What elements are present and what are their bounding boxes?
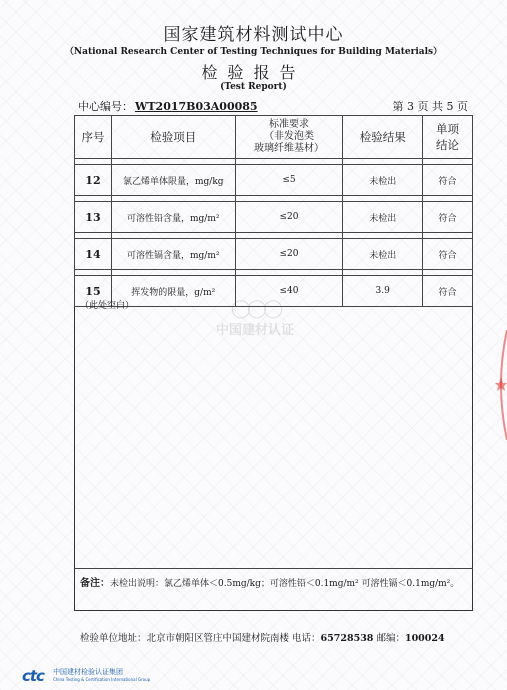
results-table xyxy=(74,115,473,307)
row-item: 氯乙烯单体限量，mg/kg xyxy=(111,165,235,196)
header-standard-line3: 玻璃纤维基材） xyxy=(253,143,324,154)
postcode-label: 邮编： xyxy=(373,633,405,644)
center-title-en: （National Research Center of Testing Techniques for Building Materials） xyxy=(64,47,443,57)
ctc-logo-line2: China Testing & Certification International Group xyxy=(53,676,151,682)
row-result: 未检出 xyxy=(343,239,423,270)
remarks xyxy=(80,574,475,589)
header-judgement-line2: 结论 xyxy=(436,138,460,152)
header-standard xyxy=(235,116,343,159)
row-standard: ≤40 xyxy=(235,276,343,307)
remarks-text: 未检出说明：氯乙烯单体＜0.5mg/kg；可溶性铅＜0.1mg/m² 可溶性镉＜0.1mg/m²。 xyxy=(110,579,460,589)
remarks-label: 备注： xyxy=(80,578,110,589)
center-title-cn: 国家建筑材料测试中心 xyxy=(163,25,344,45)
header-item: 检验项目 xyxy=(111,116,235,159)
center-number-value: WT2017B03A00085 xyxy=(135,100,258,113)
report-title-en: (Test Report) xyxy=(220,82,287,92)
row-result: 未检出 xyxy=(343,165,423,196)
row-item: 可溶性铅含量，mg/m² xyxy=(111,202,235,233)
table-row xyxy=(75,165,473,196)
row-judgement: 符合 xyxy=(423,165,473,196)
row-no: 14 xyxy=(75,239,112,270)
row-no: 12 xyxy=(75,165,112,196)
row-result: 3.9 xyxy=(343,276,423,307)
row-no: 15 xyxy=(75,276,112,307)
certification-watermark xyxy=(200,298,310,348)
row-standard: ≤20 xyxy=(235,239,343,270)
report-title-cn: 检验报告 xyxy=(201,63,306,82)
remarks-divider xyxy=(74,568,473,569)
page-info: 第 3 页 共 5 页 xyxy=(392,100,468,113)
phone-number: 65728538 xyxy=(320,633,374,644)
header-result: 检验结果 xyxy=(343,116,423,159)
address-text: 检验单位地址：北京市朝阳区管庄中国建材院南楼 电话： xyxy=(80,633,321,644)
watermark-text: 中国建材认证 xyxy=(215,323,294,338)
row-item: 可溶性镉含量，mg/m² xyxy=(111,239,235,270)
center-number xyxy=(78,98,258,114)
red-seal-edge-icon xyxy=(493,330,507,440)
row-result: 未检出 xyxy=(343,202,423,233)
blank-note: （此处空白） xyxy=(80,301,135,311)
table-header-row xyxy=(75,116,473,159)
header-standard-line1: 标准要求 xyxy=(268,119,309,130)
row-item: 挥发物的限量，g/m² xyxy=(111,276,235,307)
ctc-logo-text xyxy=(53,668,150,684)
center-number-label: 中心编号： xyxy=(78,100,133,113)
postcode-value: 100024 xyxy=(404,633,445,644)
row-standard: ≤20 xyxy=(235,202,343,233)
header-judgement-line1: 单项 xyxy=(436,122,460,136)
table-row xyxy=(75,239,473,270)
header-no: 序号 xyxy=(75,116,112,159)
ctc-logo-mark: ctc xyxy=(22,666,44,685)
ctc-logo xyxy=(22,665,151,685)
header-judgement xyxy=(423,116,473,159)
row-judgement: 符合 xyxy=(423,202,473,233)
footer-address xyxy=(80,630,445,644)
row-no: 13 xyxy=(75,202,112,233)
header-standard-line2: （非发泡类 xyxy=(263,131,314,142)
watermark-rings-icon: ◯◯◯ xyxy=(230,298,280,319)
ctc-logo-line1: 中国建材检验认证集团 xyxy=(53,667,124,676)
row-judgement: 符合 xyxy=(423,239,473,270)
row-standard: ≤5 xyxy=(235,165,343,196)
table-row xyxy=(75,202,473,233)
row-judgement: 符合 xyxy=(423,276,473,307)
